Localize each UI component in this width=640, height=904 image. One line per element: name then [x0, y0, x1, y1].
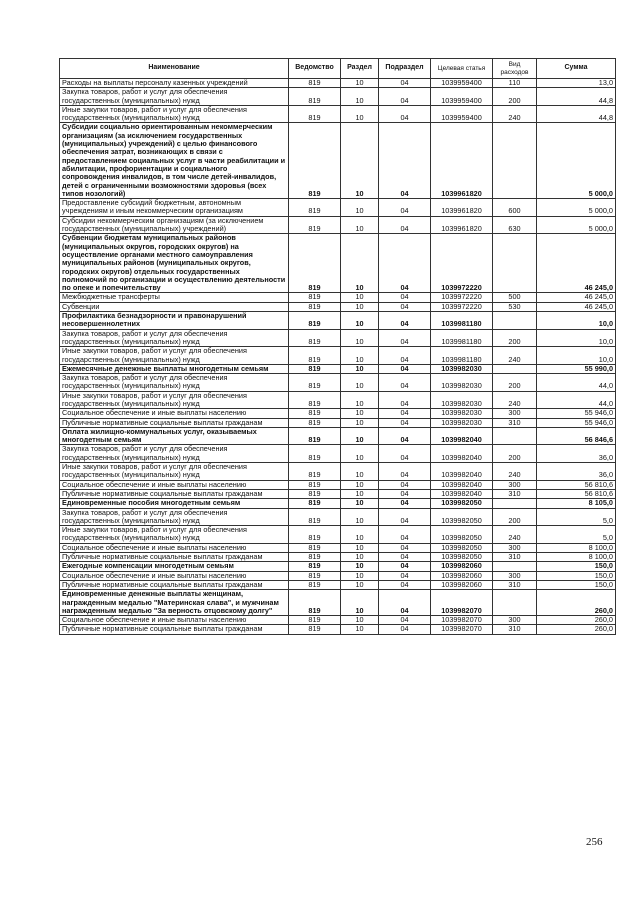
cell-name: Иные закупки товаров, работ и услуг для обеспечения государственных (муниципальных) нужд — [60, 391, 289, 409]
cell-sum: 46 245,0 — [537, 302, 616, 311]
cell-dept: 819 — [289, 580, 341, 589]
cell-name: Закупка товаров, работ и услуг для обеспечения государственных (муниципальных) нужд — [60, 329, 289, 347]
table-row — [60, 427, 616, 445]
cell-section: 10 — [341, 364, 379, 373]
table-row — [60, 364, 616, 373]
cell-target: 1039982040 — [431, 480, 493, 489]
cell-kind — [493, 234, 537, 293]
cell-subsection: 04 — [379, 427, 431, 445]
table-row — [60, 571, 616, 580]
cell-target: 1039982030 — [431, 409, 493, 418]
cell-kind: 500 — [493, 293, 537, 302]
cell-sum: 36,0 — [537, 445, 616, 463]
header-dept: Ведомство — [289, 59, 341, 79]
table-row — [60, 329, 616, 347]
cell-subsection: 04 — [379, 489, 431, 498]
cell-sum: 44,0 — [537, 391, 616, 409]
cell-target: 1039982030 — [431, 374, 493, 392]
cell-section: 10 — [341, 312, 379, 330]
cell-target: 1039982040 — [431, 445, 493, 463]
cell-sum: 46 245,0 — [537, 293, 616, 302]
cell-sum: 46 245,0 — [537, 234, 616, 293]
cell-section: 10 — [341, 625, 379, 634]
cell-target: 1039982050 — [431, 499, 493, 508]
table-row — [60, 409, 616, 418]
page-number: 256 — [586, 836, 603, 848]
cell-sum: 8 105,0 — [537, 499, 616, 508]
cell-name: Оплата жилищно-коммунальных услуг, оказываемых многодетным семьям — [60, 427, 289, 445]
cell-dept: 819 — [289, 590, 341, 616]
cell-section: 10 — [341, 489, 379, 498]
budget-table — [59, 58, 616, 635]
cell-sum: 36,0 — [537, 463, 616, 481]
cell-dept: 819 — [289, 391, 341, 409]
cell-section: 10 — [341, 445, 379, 463]
cell-dept: 819 — [289, 79, 341, 88]
cell-subsection: 04 — [379, 571, 431, 580]
cell-dept: 819 — [289, 480, 341, 489]
cell-section: 10 — [341, 427, 379, 445]
cell-sum: 5,0 — [537, 526, 616, 544]
cell-target: 1039961820 — [431, 199, 493, 217]
cell-target: 1039981180 — [431, 312, 493, 330]
cell-target: 1039959400 — [431, 105, 493, 123]
cell-section: 10 — [341, 234, 379, 293]
cell-target: 1039982030 — [431, 391, 493, 409]
cell-dept: 819 — [289, 445, 341, 463]
cell-name: Публичные нормативные социальные выплаты гражданам — [60, 580, 289, 589]
cell-subsection: 04 — [379, 580, 431, 589]
cell-sum: 8 100,0 — [537, 553, 616, 562]
cell-section: 10 — [341, 329, 379, 347]
table-row — [60, 463, 616, 481]
cell-name: Ежемесячные денежные выплаты многодетным семьям — [60, 364, 289, 373]
table-row — [60, 526, 616, 544]
cell-dept: 819 — [289, 364, 341, 373]
cell-sum: 10,0 — [537, 329, 616, 347]
cell-subsection: 04 — [379, 526, 431, 544]
table-row — [60, 347, 616, 365]
cell-sum: 10,0 — [537, 347, 616, 365]
cell-section: 10 — [341, 571, 379, 580]
cell-subsection: 04 — [379, 590, 431, 616]
table-row — [60, 590, 616, 616]
cell-section: 10 — [341, 480, 379, 489]
cell-subsection: 04 — [379, 302, 431, 311]
cell-section: 10 — [341, 553, 379, 562]
cell-section: 10 — [341, 391, 379, 409]
cell-subsection: 04 — [379, 499, 431, 508]
cell-sum: 55 946,0 — [537, 418, 616, 427]
cell-name: Субвенции — [60, 302, 289, 311]
cell-target: 1039981180 — [431, 347, 493, 365]
cell-target: 1039982070 — [431, 590, 493, 616]
cell-name: Субсидии некоммерческим организациям (за исключением государственных (муниципальных) учреждений) — [60, 216, 289, 234]
cell-section: 10 — [341, 590, 379, 616]
cell-subsection: 04 — [379, 105, 431, 123]
cell-target: 1039959400 — [431, 88, 493, 106]
cell-kind — [493, 364, 537, 373]
cell-dept: 819 — [289, 508, 341, 526]
cell-dept: 819 — [289, 553, 341, 562]
cell-dept: 819 — [289, 329, 341, 347]
cell-dept: 819 — [289, 418, 341, 427]
cell-sum: 55 990,0 — [537, 364, 616, 373]
cell-dept: 819 — [289, 234, 341, 293]
table-row — [60, 625, 616, 634]
cell-target: 1039982050 — [431, 543, 493, 552]
table-body — [60, 79, 616, 635]
cell-section: 10 — [341, 499, 379, 508]
cell-kind: 310 — [493, 489, 537, 498]
cell-subsection: 04 — [379, 418, 431, 427]
cell-kind: 240 — [493, 463, 537, 481]
cell-target: 1039961820 — [431, 123, 493, 199]
cell-target: 1039982040 — [431, 463, 493, 481]
table-row — [60, 553, 616, 562]
cell-target: 1039982060 — [431, 562, 493, 571]
cell-sum: 5,0 — [537, 508, 616, 526]
cell-kind: 200 — [493, 88, 537, 106]
cell-kind: 310 — [493, 625, 537, 634]
cell-name: Закупка товаров, работ и услуг для обеспечения государственных (муниципальных) нужд — [60, 88, 289, 106]
table-row — [60, 312, 616, 330]
cell-dept: 819 — [289, 347, 341, 365]
cell-target: 1039982040 — [431, 427, 493, 445]
cell-name: Публичные нормативные социальные выплаты гражданам — [60, 489, 289, 498]
cell-kind: 630 — [493, 216, 537, 234]
cell-name: Профилактика безнадзорности и правонарушений несовершеннолетних — [60, 312, 289, 330]
cell-kind: 200 — [493, 374, 537, 392]
cell-kind: 310 — [493, 418, 537, 427]
cell-subsection: 04 — [379, 329, 431, 347]
cell-sum: 44,8 — [537, 105, 616, 123]
cell-section: 10 — [341, 526, 379, 544]
cell-section: 10 — [341, 543, 379, 552]
cell-sum: 5 000,0 — [537, 199, 616, 217]
cell-kind — [493, 499, 537, 508]
cell-name: Иные закупки товаров, работ и услуг для обеспечения государственных (муниципальных) нужд — [60, 526, 289, 544]
cell-dept: 819 — [289, 543, 341, 552]
cell-name: Социальное обеспечение и иные выплаты населению — [60, 409, 289, 418]
cell-section: 10 — [341, 199, 379, 217]
cell-name: Иные закупки товаров, работ и услуг для обеспечения государственных (муниципальных) нужд — [60, 463, 289, 481]
cell-name: Публичные нормативные социальные выплаты гражданам — [60, 553, 289, 562]
cell-subsection: 04 — [379, 463, 431, 481]
cell-subsection: 04 — [379, 364, 431, 373]
table-row — [60, 199, 616, 217]
cell-kind — [493, 562, 537, 571]
cell-target: 1039982070 — [431, 616, 493, 625]
cell-section: 10 — [341, 562, 379, 571]
header-name: Наименование — [60, 59, 289, 79]
table-row — [60, 216, 616, 234]
cell-kind: 110 — [493, 79, 537, 88]
cell-kind: 240 — [493, 347, 537, 365]
cell-name: Единовременные денежные выплаты женщинам, награжденным медалью "Материнская слава", и мужчинам награжденным медалью "За верность отцовскому долгу" — [60, 590, 289, 616]
cell-kind: 310 — [493, 553, 537, 562]
cell-kind: 300 — [493, 480, 537, 489]
table-row — [60, 499, 616, 508]
cell-name: Социальное обеспечение и иные выплаты населению — [60, 480, 289, 489]
cell-name: Ежегодные компенсации многодетным семьям — [60, 562, 289, 571]
cell-kind — [493, 590, 537, 616]
cell-dept: 819 — [289, 562, 341, 571]
cell-dept: 819 — [289, 302, 341, 311]
table-row — [60, 123, 616, 199]
cell-target: 1039982040 — [431, 489, 493, 498]
cell-sum: 150,0 — [537, 562, 616, 571]
cell-sum: 44,0 — [537, 374, 616, 392]
cell-target: 1039972220 — [431, 293, 493, 302]
cell-kind: 300 — [493, 571, 537, 580]
cell-subsection: 04 — [379, 445, 431, 463]
cell-sum: 44,8 — [537, 88, 616, 106]
cell-target: 1039972220 — [431, 234, 493, 293]
table-row — [60, 391, 616, 409]
table-row — [60, 562, 616, 571]
header-section: Раздел — [341, 59, 379, 79]
cell-kind — [493, 427, 537, 445]
cell-name: Закупка товаров, работ и услуг для обеспечения государственных (муниципальных) нужд — [60, 374, 289, 392]
cell-target: 1039982060 — [431, 580, 493, 589]
cell-name: Субвенции бюджетам муниципальных районов (муниципальных округов, городских округов) на осуществление органами местного самоуправления муниципальных районов (муниципальных округов, городских округов) отдельных государственных полномочий по организации и осуществлению деятельности по опеке и попечительству — [60, 234, 289, 293]
cell-dept: 819 — [289, 88, 341, 106]
cell-sum: 5 000,0 — [537, 216, 616, 234]
cell-sum: 13,0 — [537, 79, 616, 88]
table-row — [60, 234, 616, 293]
table-row — [60, 489, 616, 498]
cell-dept: 819 — [289, 123, 341, 199]
cell-dept: 819 — [289, 312, 341, 330]
cell-kind — [493, 312, 537, 330]
cell-sum: 150,0 — [537, 571, 616, 580]
cell-section: 10 — [341, 79, 379, 88]
cell-dept: 819 — [289, 427, 341, 445]
table-row — [60, 79, 616, 88]
cell-kind: 300 — [493, 409, 537, 418]
header-target: Целевая статья — [431, 59, 493, 79]
table-row — [60, 616, 616, 625]
cell-name: Предоставление субсидий бюджетным, автономным учреждениям и иным некоммерческим организациям — [60, 199, 289, 217]
cell-target: 1039981180 — [431, 329, 493, 347]
cell-section: 10 — [341, 88, 379, 106]
cell-subsection: 04 — [379, 391, 431, 409]
cell-kind: 600 — [493, 199, 537, 217]
cell-section: 10 — [341, 216, 379, 234]
cell-kind: 530 — [493, 302, 537, 311]
cell-subsection: 04 — [379, 480, 431, 489]
table-row — [60, 445, 616, 463]
cell-sum: 56 810,6 — [537, 480, 616, 489]
cell-sum: 150,0 — [537, 580, 616, 589]
cell-sum: 55 946,0 — [537, 409, 616, 418]
table-row — [60, 374, 616, 392]
cell-subsection: 04 — [379, 508, 431, 526]
cell-dept: 819 — [289, 374, 341, 392]
cell-subsection: 04 — [379, 562, 431, 571]
header-subsection: Подраздел — [379, 59, 431, 79]
cell-name: Межбюджетные трансферты — [60, 293, 289, 302]
cell-sum: 56 810,6 — [537, 489, 616, 498]
cell-kind: 300 — [493, 616, 537, 625]
table-row — [60, 543, 616, 552]
cell-kind — [493, 123, 537, 199]
cell-target: 1039959400 — [431, 79, 493, 88]
cell-sum: 10,0 — [537, 312, 616, 330]
cell-target: 1039982050 — [431, 508, 493, 526]
cell-subsection: 04 — [379, 199, 431, 217]
table-row — [60, 580, 616, 589]
cell-subsection: 04 — [379, 347, 431, 365]
cell-sum: 260,0 — [537, 590, 616, 616]
table-row — [60, 88, 616, 106]
cell-section: 10 — [341, 508, 379, 526]
cell-kind: 300 — [493, 543, 537, 552]
cell-dept: 819 — [289, 463, 341, 481]
cell-name: Иные закупки товаров, работ и услуг для обеспечения государственных (муниципальных) нужд — [60, 347, 289, 365]
cell-subsection: 04 — [379, 79, 431, 88]
cell-subsection: 04 — [379, 234, 431, 293]
cell-section: 10 — [341, 293, 379, 302]
cell-dept: 819 — [289, 409, 341, 418]
cell-dept: 819 — [289, 293, 341, 302]
cell-section: 10 — [341, 302, 379, 311]
table-row — [60, 293, 616, 302]
cell-kind: 240 — [493, 526, 537, 544]
cell-dept: 819 — [289, 526, 341, 544]
table-header-row — [60, 59, 616, 79]
cell-dept: 819 — [289, 216, 341, 234]
cell-name: Социальное обеспечение и иные выплаты населению — [60, 571, 289, 580]
cell-dept: 819 — [289, 625, 341, 634]
cell-subsection: 04 — [379, 312, 431, 330]
cell-subsection: 04 — [379, 553, 431, 562]
cell-target: 1039982050 — [431, 526, 493, 544]
cell-section: 10 — [341, 105, 379, 123]
header-kind: Вид расходов — [493, 59, 537, 79]
cell-sum: 8 100,0 — [537, 543, 616, 552]
table-row — [60, 105, 616, 123]
table-row — [60, 302, 616, 311]
cell-kind: 200 — [493, 329, 537, 347]
cell-target: 1039982030 — [431, 418, 493, 427]
cell-dept: 819 — [289, 616, 341, 625]
cell-kind: 240 — [493, 105, 537, 123]
cell-subsection: 04 — [379, 123, 431, 199]
cell-dept: 819 — [289, 199, 341, 217]
table-row — [60, 418, 616, 427]
cell-section: 10 — [341, 347, 379, 365]
cell-section: 10 — [341, 463, 379, 481]
cell-section: 10 — [341, 616, 379, 625]
cell-sum: 56 846,6 — [537, 427, 616, 445]
cell-name: Единовременные пособия многодетным семьям — [60, 499, 289, 508]
cell-kind: 200 — [493, 445, 537, 463]
cell-kind: 310 — [493, 580, 537, 589]
cell-dept: 819 — [289, 489, 341, 498]
cell-sum: 260,0 — [537, 625, 616, 634]
cell-subsection: 04 — [379, 625, 431, 634]
cell-target: 1039982050 — [431, 553, 493, 562]
cell-target: 1039961820 — [431, 216, 493, 234]
cell-subsection: 04 — [379, 216, 431, 234]
cell-section: 10 — [341, 418, 379, 427]
table-row — [60, 508, 616, 526]
cell-sum: 5 000,0 — [537, 123, 616, 199]
cell-name: Иные закупки товаров, работ и услуг для обеспечения государственных (муниципальных) нужд — [60, 105, 289, 123]
cell-kind: 240 — [493, 391, 537, 409]
cell-name: Закупка товаров, работ и услуг для обеспечения государственных (муниципальных) нужд — [60, 508, 289, 526]
cell-dept: 819 — [289, 571, 341, 580]
cell-name: Субсидии социально ориентированным некоммерческим организациям (за исключением государственных (муниципальных) учреждений) с целью финансового обеспечения затрат, возникающих в связи с предоставлением социальных услуг в части реабилитации и абилитации, профориентации и социального сопровождения инвалидов, в том числе детей-инвалидов, детей с ограниченными возможностями здоровья (всех типов нозологий) — [60, 123, 289, 199]
cell-sum: 260,0 — [537, 616, 616, 625]
cell-subsection: 04 — [379, 616, 431, 625]
cell-target: 1039972220 — [431, 302, 493, 311]
cell-dept: 819 — [289, 105, 341, 123]
cell-target: 1039982070 — [431, 625, 493, 634]
cell-target: 1039982060 — [431, 571, 493, 580]
header-sum: Сумма — [537, 59, 616, 79]
cell-name: Закупка товаров, работ и услуг для обеспечения государственных (муниципальных) нужд — [60, 445, 289, 463]
cell-section: 10 — [341, 374, 379, 392]
cell-section: 10 — [341, 123, 379, 199]
cell-subsection: 04 — [379, 409, 431, 418]
cell-subsection: 04 — [379, 543, 431, 552]
cell-name: Социальное обеспечение и иные выплаты населению — [60, 543, 289, 552]
cell-section: 10 — [341, 409, 379, 418]
cell-kind: 200 — [493, 508, 537, 526]
cell-subsection: 04 — [379, 293, 431, 302]
cell-dept: 819 — [289, 499, 341, 508]
cell-name: Расходы на выплаты персоналу казенных учреждений — [60, 79, 289, 88]
cell-subsection: 04 — [379, 88, 431, 106]
cell-name: Публичные нормативные социальные выплаты гражданам — [60, 625, 289, 634]
cell-name: Публичные нормативные социальные выплаты гражданам — [60, 418, 289, 427]
cell-section: 10 — [341, 580, 379, 589]
cell-name: Социальное обеспечение и иные выплаты населению — [60, 616, 289, 625]
cell-target: 1039982030 — [431, 364, 493, 373]
cell-subsection: 04 — [379, 374, 431, 392]
table-row — [60, 480, 616, 489]
